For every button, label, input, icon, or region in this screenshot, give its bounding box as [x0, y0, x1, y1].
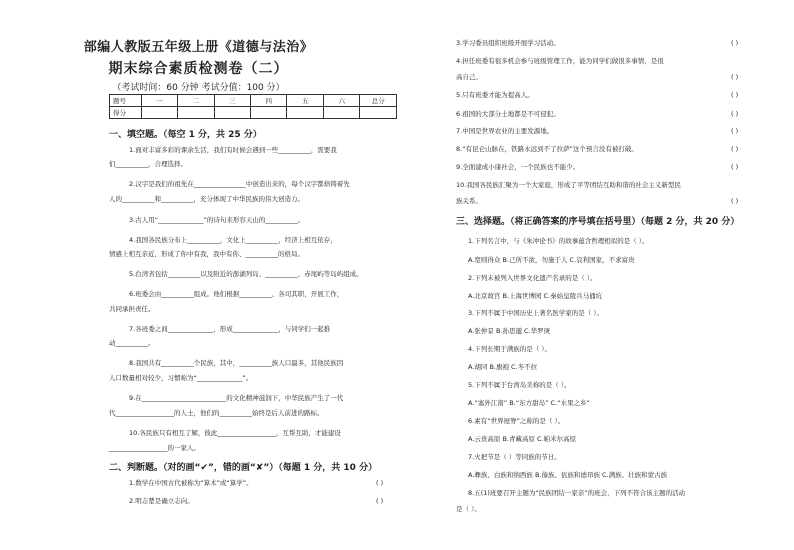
answer-paren[interactable]: ( ) — [731, 73, 739, 81]
fill-line: 7.各班委之间______________，形成______________，与同学们一起推 — [129, 325, 331, 333]
score-cell: 二 — [178, 95, 214, 107]
answer-paren[interactable]: ( ) — [376, 479, 384, 487]
fill-line: 6.班委会由__________组成。他们根据__________、各司其职，开展工作， — [129, 290, 344, 298]
choice-options: A.彝族、白族和纳西族 B.傣族、佤族和德昂族 C.满族、壮族和蒙古族 — [468, 471, 668, 479]
page-title: 部编人教版五年级上册《道德与法治》 — [83, 40, 314, 55]
score-input[interactable] — [287, 107, 323, 119]
answer-paren[interactable]: ( ) — [731, 145, 739, 153]
score-input[interactable] — [178, 107, 214, 119]
page-subtitle: 期末综合素质检测卷（二） — [108, 61, 289, 77]
judge-item: 2.明志楚是确立志向。 — [129, 497, 194, 505]
fill-line: 4.我国各民族分布上__________，文化上__________，经济上相互依存， — [129, 236, 337, 244]
fill-line: 人口数量相对较少，习惯称为“______________”。 — [109, 374, 253, 382]
section-judge-title: 二、判断题。（对的画“✔”，错的画“✘”）（每题 1 分，共 10 分） — [109, 463, 378, 473]
fill-line: 2.汉字是我们的祖先在________________中创造出来的，每个汉字都焙铸着先 — [129, 180, 350, 188]
fill-line: 动__________。 — [109, 339, 155, 347]
section-fill-title: 一、填空题。（每空 1 分，共 25 分） — [109, 130, 262, 140]
score-cell: 题号 — [110, 95, 142, 107]
judge-item: 10.我国各民族汇聚为一个大家庭，形成了平等团结互助和谐的社会主义新型民 — [456, 181, 681, 189]
judge-item: 7.中国是世界农业的主要发源地。 — [456, 127, 554, 135]
fill-line: 们__________，合理选择。 — [109, 160, 187, 168]
judge-item: 6.祖国的大部分土地都是不可侵犯。 — [456, 110, 560, 118]
score-cell: 四 — [251, 95, 287, 107]
answer-paren[interactable]: ( ) — [731, 91, 739, 99]
score-value-row — [110, 107, 397, 119]
fill-line: 人的__________和__________，充分体现了中华民族的伟大创造力。 — [109, 195, 304, 203]
choice-options: A.胡同 B.旗袍 C.冬不拉 — [468, 363, 538, 371]
answer-paren[interactable]: ( ) — [731, 197, 739, 205]
judge-item: 3.学习委员组织班级开展学习活动。 — [456, 39, 560, 47]
score-cell: 五 — [287, 95, 323, 107]
score-cell: 总分 — [360, 95, 397, 107]
choice-options: A.北京故宫 B.上海世博园 C.秦始皇陵兵马俑坑 — [468, 292, 603, 300]
score-input[interactable] — [214, 107, 250, 119]
choice-question: 7.火把节是（ ）等同族的节日。 — [468, 453, 561, 461]
fill-line: 8.我国共有__________个民族，其中，__________族人口最多，其他民族因 — [129, 359, 344, 367]
choice-question: 是（ ）。 — [456, 505, 481, 513]
fill-line: 3.古人用“______________”的诗句来形容天山的__________。 — [129, 216, 305, 224]
choice-question: 4.下列长期于满族的是（ ）。 — [468, 345, 552, 353]
judge-item: 1.数学在中国古代被称为“算术”或“算学”。 — [129, 479, 253, 487]
score-input[interactable] — [251, 107, 287, 119]
answer-paren[interactable]: ( ) — [731, 110, 739, 118]
score-cell: 六 — [323, 95, 359, 107]
score-table — [109, 94, 397, 119]
choice-question: 3.下列不属于中国历史上著名医学家的是（ ）。 — [468, 309, 604, 317]
choice-options: A.云贵高原 B.青藏高原 C.帕米尔高原 — [468, 435, 577, 443]
fill-line: 10.各民族只有相互了解，彼此__________________，互帮互助，才能建设 — [129, 429, 341, 437]
choice-question: 1.下列名言中，与《朱冲论书》的故事蕴含哲理相似的是（ ）。 — [468, 237, 649, 245]
choice-question: 8.五(1)班要召开主题为“民族团结一家亲”的班会，下列不符合该主题的活动 — [468, 489, 686, 497]
fill-line: __________________的一家人。 — [109, 444, 200, 452]
score-cell: 一 — [141, 95, 177, 107]
fill-line: 9.在__________________________的文化精神滋润下，中华民族产生了一代 — [129, 394, 344, 402]
answer-paren[interactable]: ( ) — [731, 39, 739, 47]
choice-options: A.“塞外江南” B.“东方甜岛” C.“水果之乡” — [468, 399, 590, 407]
judge-item: 8.“有昆仑山脉在，铁路永远到不了拉萨”这个预言没有被打破。 — [456, 145, 638, 153]
choice-options: A.张仲景 B.孙思邈 C.华罗庚 — [468, 327, 551, 335]
judge-item: 高自己。 — [456, 73, 482, 81]
judge-item: 9.全面建成小康社会，一个民族也不能少。 — [456, 163, 580, 171]
fill-line: 情感上相互亲近，形成了你中有我，我中有你、__________的格局。 — [109, 250, 304, 258]
score-cell: 得分 — [110, 107, 142, 119]
answer-paren[interactable]: ( ) — [731, 163, 739, 171]
score-input[interactable] — [323, 107, 359, 119]
answer-paren[interactable]: ( ) — [731, 127, 739, 135]
score-input[interactable] — [141, 107, 177, 119]
choice-question: 2.下列未被列入世界文化遗产名录的是（ ）。 — [468, 274, 597, 282]
fill-line: 代__________________的人士，他们的__________始终是后人前进的路标。 — [109, 409, 324, 417]
section-choice-title: 三、选择题。（将正确答案的序号填在括号里）（每题 2 分，共 20 分） — [456, 217, 740, 227]
judge-item: 族关系。 — [456, 197, 482, 205]
score-header-row — [110, 95, 397, 107]
judge-item: 4.担任班委有很多机会参与班级管理工作，能为同学们做很多事情，是很 — [456, 57, 664, 65]
exam-info: （考试时间：60 分钟 考试分值：100 分） — [112, 83, 285, 93]
judge-item: 5.只有班委才能为提高人。 — [456, 91, 534, 99]
fill-line: 1.面对丰富多彩的课余生活，我们有时候会遇到一些__________，需要我 — [129, 146, 337, 154]
score-cell: 三 — [214, 95, 250, 107]
choice-options: A.宽则得众 B.己所不欲，勿施于人 C.哀利国家，不求富贵 — [468, 256, 635, 264]
fill-line: 5.台湾省包括__________以及附近的澎湖列岛、__________、赤尾屿等岛屿组成。 — [129, 270, 363, 278]
score-input[interactable] — [360, 107, 397, 119]
answer-paren[interactable]: ( ) — [376, 497, 384, 505]
choice-question: 5.下列不属于台湾岛美称的是（ ）。 — [468, 381, 571, 389]
choice-question: 6.素有“世界屋脊”之称的是（ ）。 — [468, 417, 565, 425]
fill-line: 共同承担责任。 — [109, 305, 155, 313]
